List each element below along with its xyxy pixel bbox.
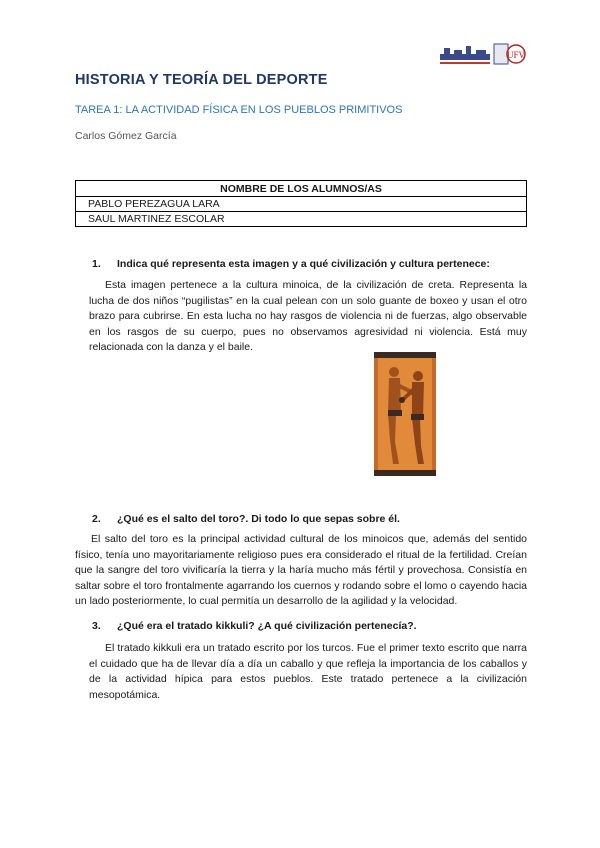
- question-2-heading: [92, 513, 400, 525]
- question-1-heading: [92, 258, 490, 270]
- answer-3: El tratado kikkuli era un tratado escrito por los turcos. Fue el primer texto escrito que narra el cuidado que ha de llevar día a día un caballo y que refleja la importancia de los caballos y de la actividad hípica para estos pueblos. Este tratado pertenece a la civilización mesopotámica.: [89, 642, 527, 701]
- students-table-header: NOMBRE DE LOS ALUMNOS/AS: [76, 181, 527, 197]
- students-table-header-row: [76, 181, 527, 197]
- students-table: [75, 180, 527, 227]
- document-title: HISTORIA Y TEORÍA DEL DEPORTE: [75, 72, 328, 88]
- question-3-heading: [92, 620, 417, 632]
- table-row: [76, 212, 527, 227]
- logo-text: UFV: [506, 50, 526, 60]
- table-row: [76, 197, 527, 212]
- answer-2: El salto del toro es la principal actividad cultural de los minoicos que, además del sentido físico, tenía uno mayoritariamente religioso pues era considerado el ritual de la fertilidad. Creían que la sangre del toro vivificaría la tierra y la haría mucho más fértil y provechosa. Consistía en saltar sobre el toro frontalmente agarrando los cuernos y rodando sobre el lomo o cayendo hacia un lado posteriormente, lo cual permitía un desarrollo de la agilidad y la velocidad.: [75, 533, 527, 607]
- question-number: 3.: [92, 620, 101, 632]
- answer-1: Esta imagen pertenece a la cultura minoica, de la civilización de creta. Representa la lucha de dos niños “pugilistas” en la cual pelean con un solo guante de boxeo y usan el otro brazo para cubrirse. En esta lucha no hay rasgos de violencia ni de fuerzas, algo observable en los rasgos de su cuerpo, pues no observamos agresividad ni violencia. Está muy relacionada con la danza y el baile.: [89, 279, 527, 353]
- task-subtitle: TAREA 1: LA ACTIVIDAD FÍSICA EN LOS PUEBLOS PRIMITIVOS: [75, 104, 403, 116]
- question-text: ¿Qué era el tratado kikkuli? ¿A qué civilización pertenecía?.: [117, 620, 417, 632]
- student-name: SAUL MARTINEZ ESCOLAR: [76, 212, 527, 227]
- author-name: Carlos Gómez García: [75, 130, 177, 142]
- boxing-boys-fresco-image: [374, 352, 436, 476]
- student-name: PABLO PEREZAGUA LARA: [76, 197, 527, 212]
- university-logo: [440, 40, 526, 68]
- question-number: 2.: [92, 513, 101, 525]
- question-number: 1.: [92, 258, 101, 270]
- question-text: ¿Qué es el salto del toro?. Di todo lo que sepas sobre él.: [117, 513, 400, 525]
- question-text: Indica qué representa esta imagen y a qué civilización y cultura pertenece:: [117, 258, 490, 270]
